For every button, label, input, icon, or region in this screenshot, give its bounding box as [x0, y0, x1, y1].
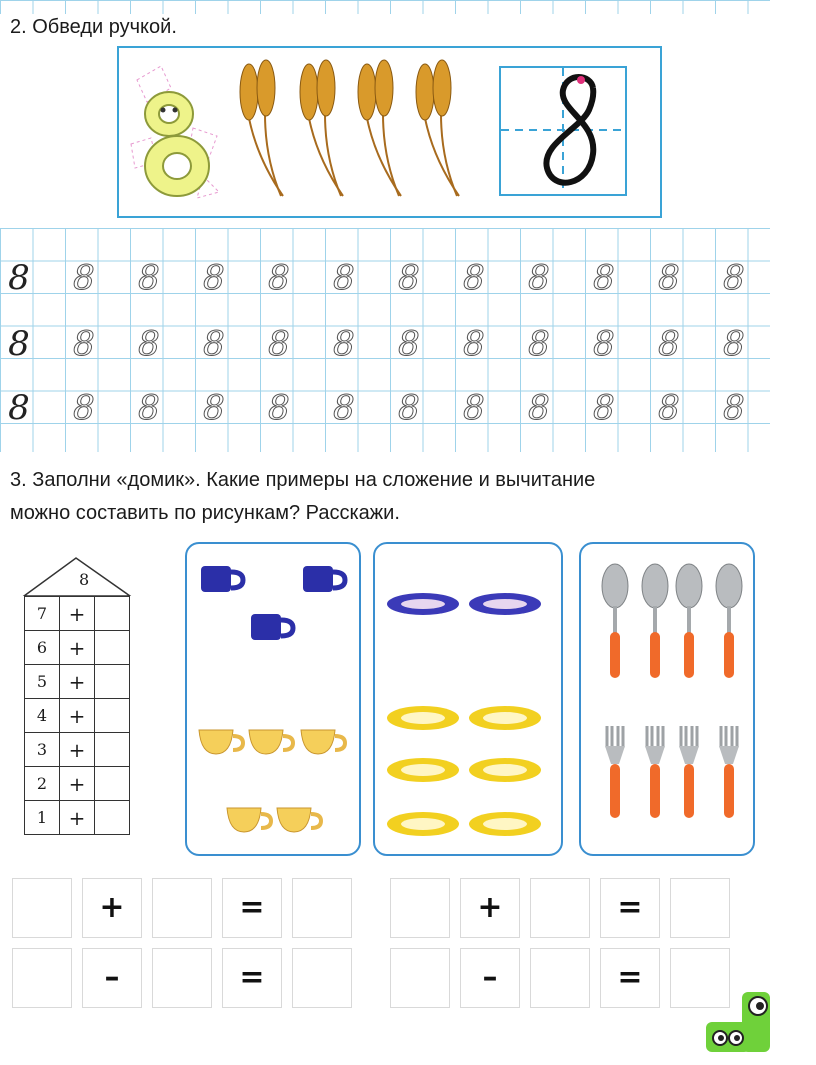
plates-panel: [373, 542, 563, 856]
house-plus: +: [60, 631, 95, 665]
minus-sign: –: [82, 948, 142, 1008]
spoon-icon: [642, 564, 668, 678]
house-row: [25, 733, 130, 767]
dotted-digit: 8: [593, 388, 615, 428]
house-answer-cell[interactable]: [95, 699, 130, 733]
plates-illustration: [375, 544, 561, 854]
house-row: [25, 597, 130, 631]
house-row: [25, 767, 130, 801]
wheat-bundle-icon: [407, 58, 463, 198]
dotted-digit: 8: [463, 258, 485, 298]
blue-mug-icon: [303, 566, 345, 592]
house-number: 2: [25, 767, 60, 801]
cutlery-panel: [579, 542, 755, 856]
dotted-digit: 8: [398, 258, 420, 298]
dotted-digit: 8: [73, 324, 95, 364]
house-answer-cell[interactable]: [95, 767, 130, 801]
spoon-icon: [676, 564, 702, 678]
cutlery-illustration: [581, 544, 753, 854]
yellow-cup-icon: [199, 730, 243, 754]
dotted-digit: 8: [268, 388, 290, 428]
house-row: [25, 699, 130, 733]
answer-box[interactable]: [530, 948, 590, 1008]
dotted-digit: 8: [463, 324, 485, 364]
house-plus: +: [60, 699, 95, 733]
equals-sign: =: [222, 878, 282, 938]
house-row: [25, 801, 130, 835]
house-row: [25, 631, 130, 665]
yellow-plate-icon: [387, 706, 459, 730]
sample-digit-eight-icon: [127, 58, 221, 208]
answer-box[interactable]: [390, 878, 450, 938]
yellow-plate-icon: [469, 758, 541, 782]
equals-sign: =: [600, 878, 660, 938]
sample-digit: 8: [8, 258, 30, 298]
house-roof: [22, 556, 132, 596]
dotted-digit: 8: [528, 388, 550, 428]
house-row: [25, 665, 130, 699]
answer-box[interactable]: [152, 878, 212, 938]
house-plus: +: [60, 767, 95, 801]
spoon-icon: [716, 564, 742, 678]
house-answer-cell[interactable]: [95, 597, 130, 631]
trace-digit-box: [499, 66, 627, 196]
dotted-digit: 8: [593, 324, 615, 364]
task2-illustration-box: [117, 46, 662, 218]
dotted-digit: 8: [333, 258, 355, 298]
dotted-digit: 8: [528, 258, 550, 298]
house-table: [24, 596, 130, 835]
fork-icon: [679, 726, 699, 818]
task3-title-line2: можно составить по рисункам? Расскажи.: [10, 502, 400, 524]
copy-row: [0, 258, 770, 298]
copy-practice-grid: [0, 228, 770, 452]
dotted-digit: 8: [138, 324, 160, 364]
trace-eight-icon: [501, 68, 625, 194]
dotted-digit: 8: [203, 324, 225, 364]
plus-sign: +: [460, 878, 520, 938]
dotted-digit: 8: [593, 258, 615, 298]
cups-panel: [185, 542, 361, 856]
house-answer-cell[interactable]: [95, 801, 130, 835]
house-answer-cell[interactable]: [95, 631, 130, 665]
yellow-plate-icon: [469, 812, 541, 836]
house-top-number: 8: [79, 570, 90, 589]
dotted-digit: 8: [723, 324, 745, 364]
dotted-digit: 8: [73, 258, 95, 298]
fork-icon: [645, 726, 665, 818]
blue-plate-icon: [469, 593, 541, 615]
house-answer-cell[interactable]: [95, 665, 130, 699]
dotted-digit: 8: [203, 388, 225, 428]
minus-sign: –: [460, 948, 520, 1008]
answer-box[interactable]: [12, 948, 72, 1008]
dotted-digit: 8: [463, 388, 485, 428]
wheat-bundle-icon: [291, 58, 347, 198]
blue-mug-icon: [251, 614, 293, 640]
answer-box[interactable]: [292, 878, 352, 938]
house-number: 3: [25, 733, 60, 767]
copy-row: [0, 388, 770, 428]
house-answer-cell[interactable]: [95, 733, 130, 767]
house-number: 7: [25, 597, 60, 631]
house-number: 5: [25, 665, 60, 699]
yellow-plate-icon: [387, 812, 459, 836]
yellow-plate-icon: [469, 706, 541, 730]
equals-sign: =: [600, 948, 660, 1008]
dotted-digit: 8: [268, 324, 290, 364]
answer-box[interactable]: [292, 948, 352, 1008]
task2-title: 2. Обведи ручкой.: [10, 16, 177, 38]
dotted-digit: 8: [528, 324, 550, 364]
fork-icon: [605, 726, 625, 818]
dotted-digit: 8: [723, 388, 745, 428]
number-house: [22, 556, 132, 846]
blue-plate-icon: [387, 593, 459, 615]
yellow-cup-icon: [301, 730, 345, 754]
sample-digit: 8: [8, 388, 30, 428]
house-number: 6: [25, 631, 60, 665]
dotted-digit: 8: [723, 258, 745, 298]
cups-illustration: [187, 544, 359, 854]
answer-box[interactable]: [152, 948, 212, 1008]
equals-sign: =: [222, 948, 282, 1008]
wheat-bundle-icon: [349, 58, 405, 198]
answer-box[interactable]: [12, 878, 72, 938]
house-plus: +: [60, 597, 95, 631]
dotted-digit: 8: [398, 324, 420, 364]
dotted-digit: 8: [138, 388, 160, 428]
answer-box[interactable]: [390, 948, 450, 1008]
yellow-cup-icon: [249, 730, 293, 754]
wheat-bundle-icon: [231, 58, 287, 198]
dotted-digit: 8: [73, 388, 95, 428]
dotted-digit: 8: [333, 388, 355, 428]
answer-box[interactable]: [530, 878, 590, 938]
house-plus: +: [60, 665, 95, 699]
dotted-digit: 8: [658, 258, 680, 298]
spoon-icon: [602, 564, 628, 678]
dotted-digit: 8: [268, 258, 290, 298]
fork-icon: [719, 726, 739, 818]
dotted-digit: 8: [658, 324, 680, 364]
copy-row: [0, 324, 770, 364]
house-plus: +: [60, 733, 95, 767]
task3-title-line1: 3. Заполни «домик». Какие примеры на сложение и вычитание: [10, 469, 596, 491]
house-number: 1: [25, 801, 60, 835]
yellow-plate-icon: [387, 758, 459, 782]
dotted-digit: 8: [658, 388, 680, 428]
yellow-cup-icon: [227, 808, 271, 832]
blue-mug-icon: [201, 566, 243, 592]
plus-sign: +: [82, 878, 142, 938]
house-plus: +: [60, 801, 95, 835]
sample-digit: 8: [8, 324, 30, 364]
yellow-cup-icon: [277, 808, 321, 832]
dotted-digit: 8: [398, 388, 420, 428]
green-mascot-icon: [706, 992, 770, 1052]
dotted-digit: 8: [333, 324, 355, 364]
house-number: 4: [25, 699, 60, 733]
answer-box[interactable]: [670, 878, 730, 938]
dotted-digit: 8: [203, 258, 225, 298]
top-grid-strip: [0, 0, 770, 14]
dotted-digit: 8: [138, 258, 160, 298]
